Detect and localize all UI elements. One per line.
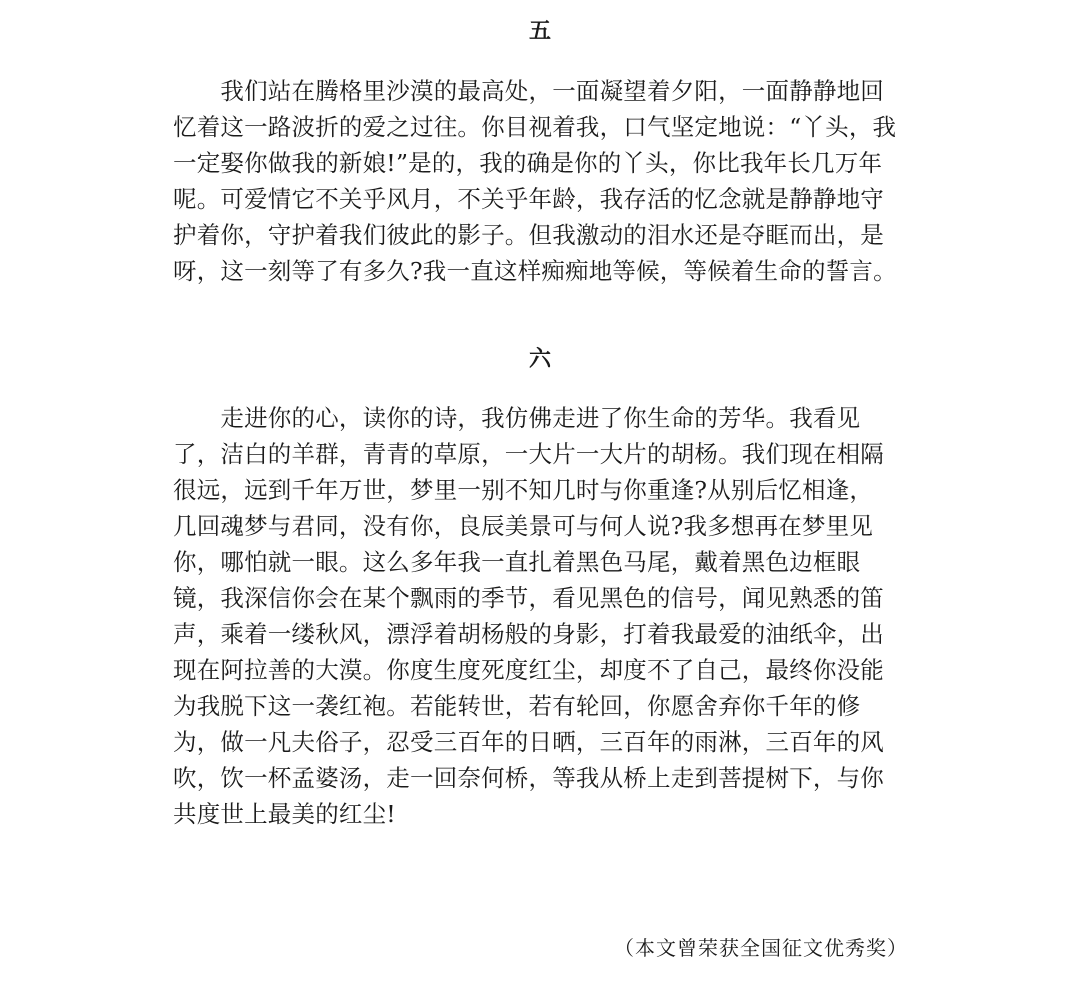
paragraph-line: 很远，远到千年万世，梦里一别不知几时与你重逢?从别后忆相逢， [173, 476, 874, 504]
paragraph-line: 镜，我深信你会在某个飘雨的季节，看见黑色的信号，闻见熟悉的笛 [173, 584, 884, 612]
section-heading-five: 五 [528, 18, 551, 44]
paragraph-line: 一定娶你做我的新娘!”是的，我的确是你的丫头，你比我年长几万年 [173, 149, 883, 177]
section-six-paragraph [173, 400, 909, 832]
award-credit-note: （本文曾荣获全国征文优秀奖） [614, 936, 908, 960]
paragraph-line: 吹，饮一杯孟婆汤，走一回奈何桥，等我从桥上走到菩提树下，与你 [173, 764, 884, 792]
section-five-paragraph [173, 73, 909, 289]
paragraph-line: 现在阿拉善的大漠。你度生度死度红尘，却度不了自己，最终你没能 [173, 656, 884, 684]
paragraph-line: 我们站在腾格里沙漠的最高处，一面凝望着夕阳，一面静静地回 [173, 77, 884, 105]
paragraph-line: 几回魂梦与君同，没有你，良辰美景可与何人说?我多想再在梦里见 [173, 512, 874, 540]
paragraph-line: 声，乘着一缕秋风，漂浮着胡杨般的身影，打着我最爱的油纸伞，出 [173, 620, 884, 648]
paragraph-line: 为我脱下这一袭红袍。若能转世，若有轮回，你愿舍弃你千年的修 [173, 692, 861, 720]
paragraph-line: 你，哪怕就一眼。这么多年我一直扎着黑色马尾，戴着黑色边框眼 [173, 548, 861, 576]
paragraph-line: 为，做一凡夫俗子，忍受三百年的日晒，三百年的雨淋，三百年的风 [173, 728, 884, 756]
paragraph-line: 护着你，守护着我们彼此的影子。但我激动的泪水还是夺眶而出，是 [173, 221, 884, 249]
paragraph-line: 共度世上最美的红尘! [173, 800, 396, 828]
paragraph-line: 了，洁白的羊群，青青的草原，一大片一大片的胡杨。我们现在相隔 [173, 440, 884, 468]
paragraph-line: 走进你的心，读你的诗，我仿佛走进了你生命的芳华。我看见 [173, 404, 861, 432]
paragraph-line: 呢。可爱情它不关乎风月，不关乎年龄，我存活的忆念就是静静地守 [173, 185, 884, 213]
paragraph-line: 呀，这一刻等了有多久?我一直这样痴痴地等候，等候着生命的誓言。 [173, 257, 897, 285]
paragraph-line: 忆着这一路波折的爱之过往。你目视着我，口气坚定地说：“丫头，我 [173, 113, 897, 141]
section-heading-six: 六 [528, 346, 551, 372]
